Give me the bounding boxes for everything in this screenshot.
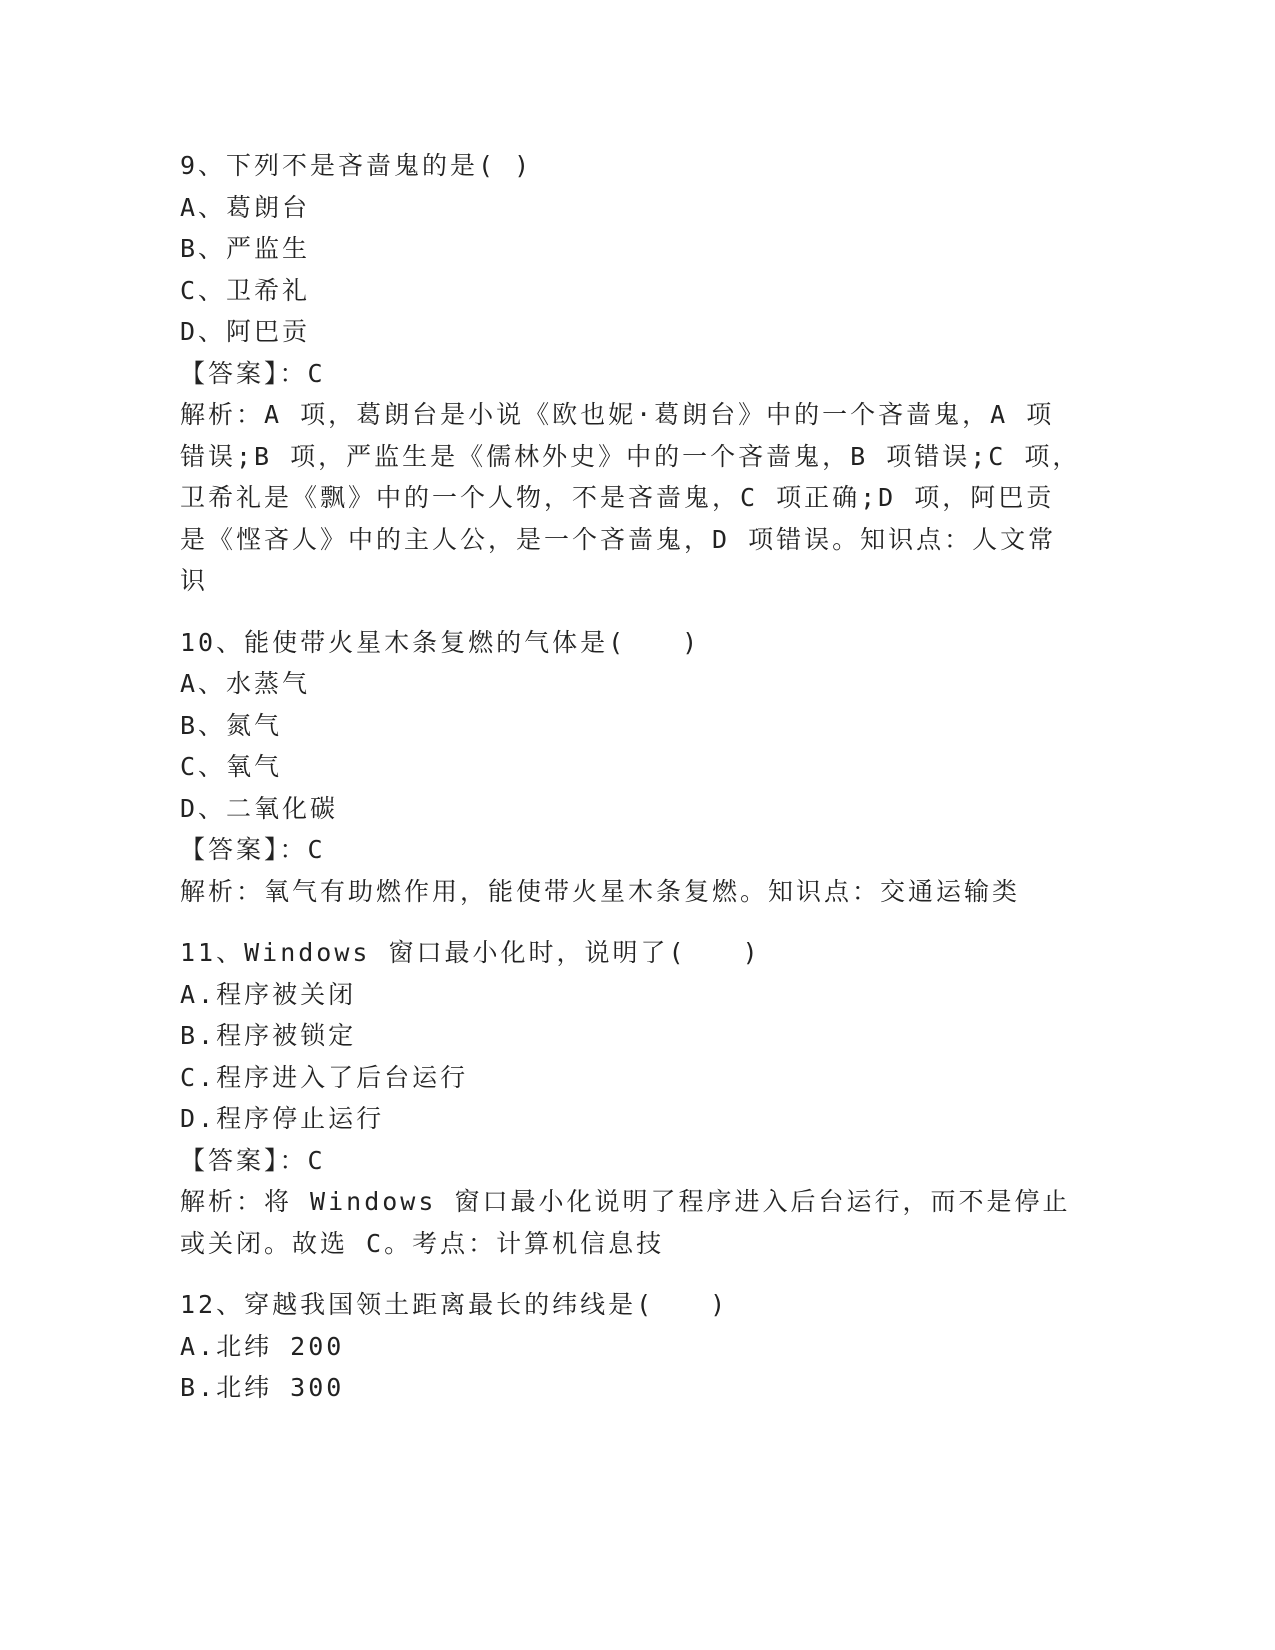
analysis-line: 错误;B 项，严监生是《儒林外史》中的一个吝啬鬼，B 项错误;C 项， [180, 441, 1081, 471]
question-stem: 12、穿越我国领土距离最长的纬线是( ) [180, 1290, 729, 1319]
analysis-line: 是《悭吝人》中的主人公，是一个吝啬鬼，D 项错误。知识点：人文常 [180, 524, 1057, 554]
analysis-line: 识 [180, 566, 209, 595]
question-stem: 10、能使带火星木条复燃的气体是( ) [180, 627, 701, 657]
answer-line: 【答案】：C [180, 835, 326, 864]
analysis-line: 卫希礼是《飘》中的一个人物，不是吝啬鬼，C 项正确;D 项，阿巴贡 [180, 483, 1055, 512]
option-a: A、水蒸气 [180, 669, 311, 698]
question-block [180, 622, 1060, 913]
question-block [180, 932, 1071, 1264]
question-block [180, 1284, 1060, 1409]
analysis-line: 解析：将 Windows 窗口最小化说明了程序进入后台运行，而不是停止 [180, 1187, 1071, 1216]
option-c: C、卫希礼 [180, 275, 311, 305]
option-d: D、阿巴贡 [180, 317, 311, 346]
option-c: C.程序进入了后台运行 [180, 1062, 469, 1092]
question-stem: 11、Windows 窗口最小化时，说明了( ) [180, 938, 761, 967]
analysis-line: 解析：氧气有助燃作用，能使带火星木条复燃。知识点：交通运输类 [180, 876, 1021, 906]
question-stem: 9、下列不是吝啬鬼的是( ) [180, 151, 533, 180]
option-d: D、二氧化碳 [180, 793, 339, 823]
option-b: B、氮气 [180, 710, 283, 740]
option-a: A.北纬 200 [180, 1331, 345, 1361]
option-a: A.程序被关闭 [180, 979, 357, 1009]
answer-line: 【答案】：C [180, 358, 326, 388]
option-c: C、氧气 [180, 752, 283, 781]
answer-line: 【答案】：C [180, 1145, 326, 1175]
option-a: A、葛朗台 [180, 192, 311, 222]
question-block [180, 145, 1081, 602]
option-b: B.北纬 300 [180, 1373, 345, 1402]
document-page [180, 145, 1081, 1429]
analysis-line: 解析：A 项，葛朗台是小说《欧也妮·葛朗台》中的一个吝啬鬼，A 项 [180, 400, 1055, 429]
option-b: B、严监生 [180, 234, 311, 263]
analysis-line: 或关闭。故选 C。考点：计算机信息技 [180, 1228, 665, 1258]
option-b: B.程序被锁定 [180, 1021, 357, 1050]
option-d: D.程序停止运行 [180, 1104, 385, 1133]
